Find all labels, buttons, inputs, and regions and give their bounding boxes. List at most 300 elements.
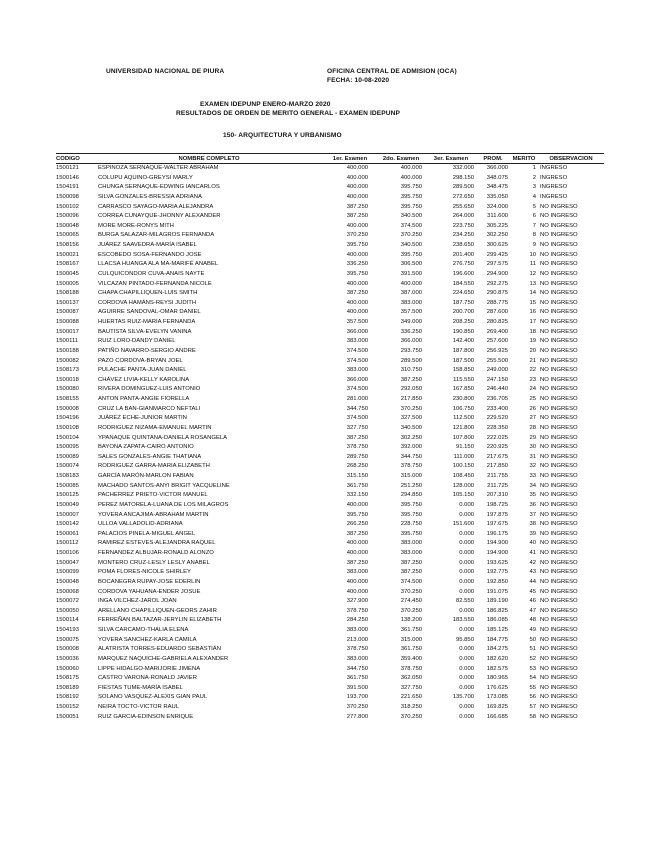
cell-examen-3: 0.000 <box>459 684 474 691</box>
cell-examen-2: 395.750 <box>400 501 422 508</box>
cell-codigo: 1500074 <box>56 463 79 470</box>
table-row <box>56 491 604 501</box>
cell-codigo: 1500096 <box>56 213 79 220</box>
cell-merito: 9 <box>532 242 536 248</box>
cell-examen-2: 315.000 <box>400 636 422 643</box>
cell-examen-1: 336.250 <box>346 261 368 268</box>
cell-examen-3: 142.400 <box>452 338 474 345</box>
cell-examen-2: 378.750 <box>400 463 422 470</box>
cell-examen-1: 332.150 <box>346 492 368 499</box>
cell-promedio: 255.500 <box>486 357 508 364</box>
cell-examen-1: 400.000 <box>346 280 368 287</box>
table-row <box>56 212 604 222</box>
cell-nombre: ESCOBEDO SOSA-FERNANDO JOSE <box>98 251 202 258</box>
cell-merito: 25 <box>529 396 536 402</box>
cell-codigo: 1500087 <box>56 309 79 316</box>
cell-promedio: 196.175 <box>486 530 508 537</box>
cell-examen-1: 289.750 <box>346 453 368 460</box>
cell-examen-2: 395.750 <box>400 251 422 258</box>
cell-codigo: 1500099 <box>56 569 79 576</box>
cell-merito: 53 <box>529 665 536 672</box>
cell-codigo: 1508167 <box>56 261 79 268</box>
cell-nombre: JUÁREZ SAAVEDRA-MARÍA ISABEL <box>98 242 197 248</box>
cell-merito: 3 <box>532 184 536 191</box>
cell-examen-3: 0.000 <box>459 665 474 672</box>
cell-codigo: 1500137 <box>56 299 79 306</box>
cell-examen-1: 400.000 <box>346 222 368 229</box>
cell-examen-2: 340.500 <box>400 424 422 431</box>
table-row <box>56 453 604 463</box>
cell-examen-3: 183.550 <box>452 617 474 624</box>
table-row <box>56 328 604 338</box>
cell-examen-3: 0.000 <box>459 675 474 682</box>
table-row <box>56 443 604 453</box>
cell-nombre: FERREÑAN BALTAZAR-JERYLIN ELIZABETH <box>98 617 222 624</box>
cell-examen-3: 184.550 <box>452 280 474 287</box>
table-row <box>56 597 604 607</box>
cell-examen-3: 332.000 <box>452 165 474 171</box>
cell-examen-3: 0.000 <box>459 646 474 653</box>
cell-promedio: 290.875 <box>486 290 508 297</box>
cell-examen-1: 374.500 <box>346 415 368 422</box>
cell-merito: 33 <box>529 473 536 479</box>
column-header-examen-3: 3er. Examen <box>426 154 476 164</box>
cell-merito: 14 <box>529 290 536 297</box>
cell-examen-3: 135.700 <box>452 694 474 701</box>
cell-promedio: 217.675 <box>486 453 508 460</box>
cell-examen-3: 121.800 <box>452 424 474 431</box>
cell-codigo: 1508175 <box>56 675 79 682</box>
cell-merito: 51 <box>529 646 536 653</box>
cell-examen-1: 277.800 <box>346 713 368 720</box>
cell-observacion: NO INGRESO <box>540 473 578 479</box>
cell-examen-3: 0.000 <box>459 655 474 662</box>
cell-merito: 35 <box>529 492 536 499</box>
table-row <box>56 655 604 665</box>
column-header-merito: MERITO <box>510 154 538 164</box>
cell-nombre: SOLANO VASQUEZ-ALEXIS GIAN PAUL <box>98 694 208 701</box>
cell-promedio: 229.520 <box>486 415 508 422</box>
cell-examen-2: 357.500 <box>400 309 422 316</box>
cell-examen-3: 234.250 <box>452 232 474 239</box>
cell-examen-2: 327.500 <box>400 415 422 422</box>
cell-examen-2: 315.000 <box>400 473 422 479</box>
cell-promedio: 194.900 <box>486 540 508 547</box>
cell-codigo: 1500111 <box>56 338 79 345</box>
cell-promedio: 173.085 <box>486 694 508 701</box>
cell-nombre: YOVERA ANCAJIMA-ABRAHAM MARTIN <box>98 511 209 518</box>
cell-examen-1: 400.000 <box>346 193 368 200</box>
cell-examen-1: 193.700 <box>346 694 368 701</box>
cell-examen-1: 383.000 <box>346 367 368 374</box>
cell-codigo: 1500068 <box>56 588 79 595</box>
cell-examen-2: 340.500 <box>400 213 422 220</box>
cell-nombre: SILVA GONZALES-BRESSIA ADRIANA <box>98 193 202 200</box>
cell-examen-1: 374.500 <box>346 347 368 354</box>
cell-promedio: 180.965 <box>486 675 508 682</box>
cell-observacion: NO INGRESO <box>540 453 578 460</box>
table-row <box>56 270 604 280</box>
cell-promedio: 294.900 <box>486 270 508 277</box>
cell-observacion: NO INGRESO <box>540 290 578 297</box>
cell-promedio: 302.250 <box>486 232 508 239</box>
results-table <box>56 153 604 722</box>
cell-codigo: 1500146 <box>56 174 79 181</box>
cell-codigo: 1500121 <box>56 165 79 171</box>
cell-merito: 54 <box>529 675 536 682</box>
cell-codigo: 1500045 <box>56 270 79 277</box>
cell-examen-1: 387.250 <box>346 434 368 441</box>
cell-nombre: CORREA CUNAYQUE-JHONNY ALEXANDER <box>98 213 221 220</box>
cell-nombre: LLACSA HUANGA ALA MA-MARIFÉ ANABEL <box>98 261 219 268</box>
cell-examen-2: 392.000 <box>400 444 422 451</box>
cell-examen-2: 387.250 <box>400 376 422 383</box>
cell-codigo: 1504196 <box>56 415 79 422</box>
cell-promedio: 228.350 <box>486 424 508 431</box>
cell-examen-2: 366.000 <box>400 338 422 345</box>
cell-nombre: CULQUICONDOR CUVA-ANAIS NAYTE <box>98 270 205 277</box>
cell-nombre: PALACIOS PINELA-MIGUEL ANGEL <box>98 530 196 537</box>
cell-nombre: YPANAQUE QUINTANA-DANIELA ROSANGELA <box>98 434 228 441</box>
cell-examen-3: 187.500 <box>452 357 474 364</box>
cell-codigo: 1500106 <box>56 550 79 556</box>
cell-merito: 26 <box>529 405 536 412</box>
cell-merito: 23 <box>529 376 536 383</box>
cell-observacion: NO INGRESO <box>540 530 578 537</box>
column-header-nombre: NOMBRE COMPLETO <box>94 154 324 164</box>
cell-nombre: CARRASCO SAYAGO-MARIA ALEJANDRA <box>98 203 214 210</box>
cell-codigo: 1500036 <box>56 655 79 662</box>
cell-observacion: NO INGRESO <box>540 367 578 374</box>
cell-merito: 18 <box>529 328 536 335</box>
cell-examen-2: 336.250 <box>400 328 422 335</box>
cell-merito: 56 <box>529 694 536 701</box>
cell-merito: 43 <box>529 569 536 576</box>
cell-examen-1: 357.500 <box>346 319 368 325</box>
cell-observacion: NO INGRESO <box>540 482 578 489</box>
cell-examen-2: 228.750 <box>400 521 422 528</box>
cell-promedio: 211.755 <box>487 473 508 479</box>
cell-codigo: 1500075 <box>56 636 79 643</box>
table-row <box>56 289 604 299</box>
cell-promedio: 287.600 <box>486 309 508 316</box>
cell-examen-3: 298.150 <box>452 174 474 181</box>
column-header-codigo: CODIGO <box>56 154 94 164</box>
cell-promedio: 182.620 <box>486 655 508 662</box>
cell-promedio: 197.675 <box>486 521 508 528</box>
table-row <box>56 703 604 713</box>
cell-observacion: NO INGRESO <box>540 203 578 210</box>
cell-codigo: 1500050 <box>56 607 79 614</box>
cell-promedio: 348.475 <box>486 184 508 191</box>
cell-merito: 11 <box>529 261 536 268</box>
cell-codigo: 1500088 <box>56 319 79 325</box>
cell-examen-1: 383.000 <box>346 627 368 633</box>
cell-examen-3: 115.550 <box>453 376 474 383</box>
cell-observacion: NO INGRESO <box>540 607 578 614</box>
cell-nombre: ANTON PANTA-ANGIE FIORELLA <box>98 396 190 402</box>
cell-observacion: NO INGRESO <box>540 376 578 383</box>
cell-observacion: NO INGRESO <box>540 598 578 605</box>
cell-observacion: NO INGRESO <box>540 328 578 335</box>
cell-examen-2: 395.750 <box>400 511 422 518</box>
office-name: OFICINA CENTRAL DE ADMISION (OCA) <box>327 68 457 75</box>
cell-promedio: 233.400 <box>486 405 508 412</box>
cell-promedio: 198.725 <box>486 501 508 508</box>
cell-promedio: 193.625 <box>486 559 508 566</box>
cell-examen-3: 158.850 <box>452 367 474 374</box>
cell-examen-3: 0.000 <box>459 559 474 566</box>
cell-promedio: 176.625 <box>486 684 508 691</box>
cell-promedio: 311.600 <box>487 213 508 220</box>
cell-observacion: NO INGRESO <box>540 270 578 277</box>
cell-observacion: NO INGRESO <box>540 713 578 720</box>
cell-nombre: FERNANDEZ ALBUJAR-RONALD ALONZO <box>98 550 214 556</box>
cell-examen-2: 294.850 <box>400 492 422 499</box>
cell-observacion: NO INGRESO <box>540 213 578 220</box>
cell-merito: 45 <box>529 588 536 595</box>
cell-promedio: 222.025 <box>486 434 508 441</box>
cell-examen-2: 359.400 <box>400 655 422 662</box>
table-row <box>56 308 604 318</box>
cell-examen-1: 400.000 <box>346 578 368 585</box>
cell-examen-1: 366.000 <box>346 376 368 383</box>
cell-examen-3: 0.000 <box>459 511 474 518</box>
cell-examen-1: 383.000 <box>346 338 368 345</box>
cell-merito: 41 <box>529 550 536 556</box>
cell-merito: 37 <box>529 511 536 518</box>
cell-examen-1: 387.250 <box>346 290 368 297</box>
cell-examen-1: 374.500 <box>346 357 368 364</box>
cell-nombre: ALATRISTA TORRES-EDUARDO SEBASTIÁN <box>98 646 221 653</box>
cell-promedio: 211.725 <box>487 482 508 489</box>
cell-observacion: NO INGRESO <box>540 386 578 393</box>
cell-codigo: 1500048 <box>56 222 79 229</box>
cell-promedio: 186.825 <box>486 607 508 614</box>
cell-examen-2: 361.750 <box>400 627 422 633</box>
table-row <box>56 424 604 434</box>
cell-examen-1: 383.000 <box>346 655 368 662</box>
cell-observacion: INGRESO <box>540 193 568 200</box>
cell-promedio: 185.125 <box>486 627 508 633</box>
cell-examen-1: 387.250 <box>346 559 368 566</box>
cell-examen-2: 395.750 <box>400 184 422 191</box>
cell-examen-2: 387.250 <box>400 569 422 576</box>
cell-examen-3: 276.750 <box>452 261 474 268</box>
table-row <box>56 462 604 472</box>
cell-codigo: 1500082 <box>56 357 79 364</box>
cell-examen-3: 0.000 <box>459 588 474 595</box>
cell-examen-3: 196.600 <box>452 270 474 277</box>
cell-observacion: NO INGRESO <box>540 232 578 239</box>
cell-promedio: 197.875 <box>486 511 508 518</box>
cell-examen-3: 238.650 <box>452 242 474 248</box>
cell-examen-3: 255.650 <box>452 203 474 210</box>
cell-codigo: 1500060 <box>56 665 79 672</box>
cell-merito: 5 <box>532 203 536 210</box>
cell-examen-2: 217.850 <box>400 396 422 402</box>
cell-merito: 16 <box>529 309 536 316</box>
cell-examen-2: 370.250 <box>400 232 422 239</box>
cell-codigo: 1500095 <box>56 444 79 451</box>
cell-codigo: 1504193 <box>56 627 79 633</box>
table-row <box>56 539 604 549</box>
cell-examen-1: 344.750 <box>346 665 368 672</box>
table-row <box>56 684 604 694</box>
cell-promedio: 217.850 <box>486 463 508 470</box>
cell-examen-3: 107.800 <box>452 434 474 441</box>
cell-observacion: NO INGRESO <box>540 347 578 354</box>
cell-observacion: NO INGRESO <box>540 501 578 508</box>
cell-promedio: 247.150 <box>486 376 508 383</box>
cell-observacion: NO INGRESO <box>540 704 578 710</box>
cell-codigo: 1500008 <box>56 405 79 412</box>
cell-codigo: 1500049 <box>56 501 79 508</box>
cell-codigo: 1500080 <box>56 386 79 393</box>
cell-promedio: 184.275 <box>486 646 508 653</box>
cell-examen-1: 366.000 <box>346 328 368 335</box>
cell-examen-1: 268.250 <box>346 463 368 470</box>
cell-examen-2: 292.050 <box>400 386 422 393</box>
cell-observacion: NO INGRESO <box>540 627 578 633</box>
cell-examen-3: 82.550 <box>455 598 474 605</box>
cell-examen-1: 400.000 <box>346 184 368 191</box>
table-row <box>56 482 604 492</box>
cell-observacion: NO INGRESO <box>540 261 578 268</box>
cell-observacion: NO INGRESO <box>540 434 578 441</box>
column-header-promedio: PROM. <box>476 154 510 164</box>
cell-examen-1: 374.500 <box>346 386 368 393</box>
cell-merito: 17 <box>529 319 536 325</box>
cell-nombre: RODRIGUEZ GARRA-MARIA ELIZABETH <box>98 463 210 470</box>
table-row <box>56 520 604 530</box>
cell-observacion: NO INGRESO <box>540 694 578 701</box>
cell-examen-1: 284.250 <box>346 617 368 624</box>
cell-examen-1: 383.000 <box>346 569 368 576</box>
cell-merito: 22 <box>529 367 536 374</box>
cell-observacion: NO INGRESO <box>540 299 578 306</box>
cell-codigo: 1500188 <box>56 347 79 354</box>
cell-observacion: NO INGRESO <box>540 492 578 499</box>
cell-promedio: 257.600 <box>486 338 508 345</box>
cell-nombre: CHÁVEZ LIVIA-KELLY KAROLINA <box>98 376 190 383</box>
cell-codigo: 1500072 <box>56 598 79 605</box>
cell-examen-2: 370.250 <box>400 405 422 412</box>
cell-observacion: NO INGRESO <box>540 396 578 402</box>
cell-observacion: NO INGRESO <box>540 550 578 556</box>
cell-nombre: MARQUEZ NAQUICHE-GABRIELA ALEXANDER <box>98 655 229 662</box>
cell-merito: 55 <box>529 684 536 691</box>
cell-examen-1: 378.750 <box>346 646 368 653</box>
cell-nombre: RODRIGUEZ NIZAMA-EMANUEL MARTIN <box>98 424 212 431</box>
cell-codigo: 1500125 <box>56 492 79 499</box>
cell-codigo: 1508156 <box>56 242 79 248</box>
cell-observacion: NO INGRESO <box>540 415 578 422</box>
cell-examen-1: 400.000 <box>346 174 368 181</box>
cell-observacion: NO INGRESO <box>540 251 578 258</box>
cell-examen-3: 230.800 <box>452 396 474 402</box>
university-name: UNIVERSIDAD NACIONAL DE PIURA <box>106 68 225 75</box>
cell-merito: 34 <box>529 482 536 489</box>
cell-merito: 47 <box>529 607 536 614</box>
cell-promedio: 184.775 <box>486 636 508 643</box>
cell-codigo: 1504191 <box>56 184 79 191</box>
table-row <box>56 385 604 395</box>
cell-examen-3: 272.650 <box>452 193 474 200</box>
table-row <box>56 337 604 347</box>
cell-nombre: PATIÑO NAVARRO-SERGIO ANDRE <box>98 347 196 354</box>
cell-nombre: MONTERO CRUZ-LESLY LESLY ANABEL <box>98 559 210 566</box>
cell-nombre: RAMIREZ ESTEVES-ALEJANDRA RAQUEL <box>98 540 216 547</box>
cell-nombre: CASTRO VARONA-RONALD JAVIER <box>98 675 197 682</box>
table-row <box>56 260 604 270</box>
table-row <box>56 693 604 703</box>
table-header-row <box>56 154 604 164</box>
cell-promedio: 292.275 <box>486 280 508 287</box>
cell-examen-1: 327.900 <box>346 598 368 605</box>
cell-merito: 7 <box>532 222 536 229</box>
cell-merito: 19 <box>529 338 536 345</box>
cell-codigo: 1500098 <box>56 193 79 200</box>
cell-codigo: 1500112 <box>56 540 79 547</box>
cell-nombre: ULLOA VALLADOLID-ADRIANA <box>98 521 183 528</box>
table-row <box>56 251 604 261</box>
cell-nombre: BAYONA ZAPATA-CAIRO ANTONIO <box>98 444 194 451</box>
cell-promedio: 182.575 <box>486 665 508 672</box>
cell-examen-2: 387.250 <box>400 559 422 566</box>
cell-observacion: NO INGRESO <box>540 222 578 229</box>
cell-examen-3: 264.000 <box>452 213 474 220</box>
cell-examen-2: 370.250 <box>400 713 422 720</box>
cell-merito: 15 <box>529 299 536 306</box>
cell-codigo: 1500114 <box>56 617 79 624</box>
cell-observacion: NO INGRESO <box>540 684 578 691</box>
cell-nombre: CORDOVA HAMÁNS-REYSI JUDITH <box>98 299 197 306</box>
cell-examen-3: 0.000 <box>459 569 474 576</box>
cell-examen-1: 213.000 <box>346 636 368 643</box>
cell-examen-1: 281.000 <box>346 396 368 402</box>
cell-nombre: CHUNGA SERNAQUE-EDWING IANCARLOS <box>98 184 220 191</box>
cell-examen-1: 400.000 <box>346 299 368 306</box>
cell-codigo: 1500005 <box>56 280 79 287</box>
cell-observacion: INGRESO <box>540 184 568 191</box>
cell-examen-1: 315.150 <box>346 473 368 479</box>
cell-examen-3: 151.600 <box>452 521 474 528</box>
cell-merito: 32 <box>529 463 536 470</box>
cell-merito: 4 <box>532 193 536 200</box>
cell-nombre: SILVA CARCAMO-THALIA ELENA <box>98 627 189 633</box>
cell-codigo: 1500061 <box>56 530 79 537</box>
cell-observacion: NO INGRESO <box>540 578 578 585</box>
cell-observacion: NO INGRESO <box>540 559 578 566</box>
table-row <box>56 607 604 617</box>
table-row <box>56 434 604 444</box>
cell-examen-3: 95.850 <box>455 636 474 643</box>
cell-codigo: 1508183 <box>56 473 79 479</box>
cell-codigo: 1500065 <box>56 232 79 239</box>
cell-codigo: 1500007 <box>56 511 79 518</box>
cell-nombre: MORE MORE-RONYS MITH <box>98 222 174 229</box>
cell-codigo: 1500008 <box>56 646 79 653</box>
cell-examen-2: 400.000 <box>400 174 422 181</box>
cell-codigo: 1500017 <box>56 328 79 335</box>
cell-examen-2: 138.200 <box>400 617 422 624</box>
results-title: RESULTADOS DE ORDEN DE MERITO GENERAL - EXAMEN IDEPUNP <box>176 110 400 117</box>
cell-codigo: 1500152 <box>56 704 79 710</box>
table-row <box>56 376 604 386</box>
cell-codigo: 1508192 <box>56 694 79 701</box>
cell-examen-2: 318.250 <box>400 704 422 710</box>
